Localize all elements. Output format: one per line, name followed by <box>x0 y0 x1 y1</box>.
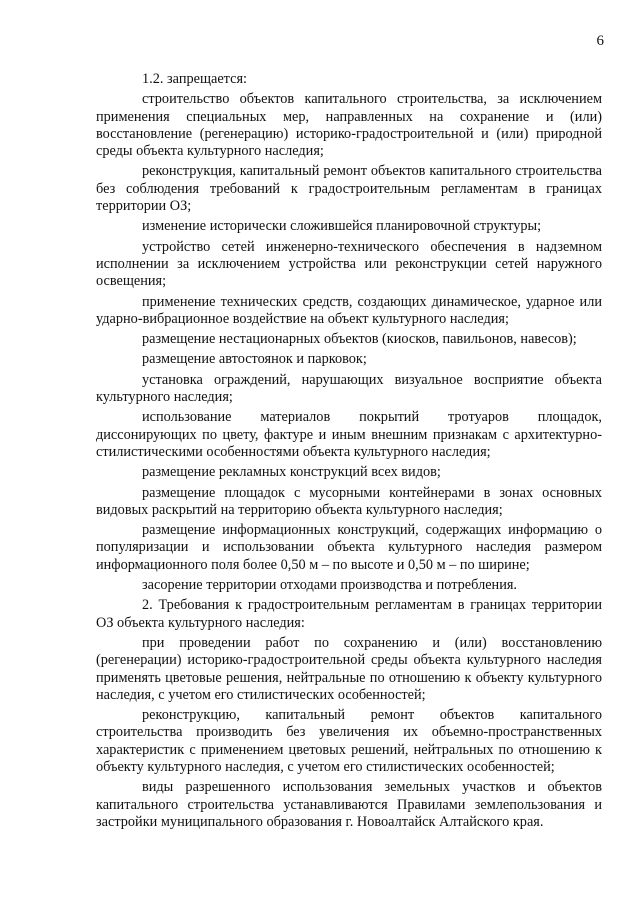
paragraph-parking: размещение автостоянок и парковок; <box>142 351 367 368</box>
paragraph-fences: установка ограждений, нарушающих визуальное восприятие объекта культурного наследия; <box>96 371 602 406</box>
paragraph-technical-means: применение технических средств, создающих динамическое, ударное или ударно-вибрационное воздействие на объект культурного наследия; <box>96 293 602 327</box>
paragraph-color-solutions: при проведении работ по сохранению и (или) восстановлению (регенерации) историко-градостроительной среды объекта культурного наследия применять цветовые решения, нейтральные по отношению к объекту культурного наследия, с учетом его стилистических особенностей; <box>96 634 602 703</box>
paragraph-permitted-use: виды разрешенного использования земельных участков и объектов капитального строительства устанавливаются Правилами землепользования и застройки муниципального образования г. Новоалтайск Алтайского края. <box>96 779 602 830</box>
page-number: 6 <box>596 33 604 49</box>
paragraph-information-structures: размещение информационных конструкций, содержащих информацию о популяризации и использовании объекта культурного наследия размером информационного поля более 0,50 м – по высоте и 0,50 м – по ширине; <box>96 522 602 573</box>
paragraph-paving-materials: использование материалов покрытий тротуаров площадок, диссонирующих по цвету, фактуре и иным внешним признакам с архитектурно-стилистическими особенностями объекта культурного наследия; <box>96 409 602 460</box>
paragraph-advertising: размещение рекламных конструкций всех видов; <box>142 464 441 481</box>
document-body <box>96 71 602 834</box>
paragraph-engineering-networks: устройство сетей инженерно-технического обеспечения в надземном исполнении за исключением устройства или реконструкции сетей наружного освещения; <box>96 238 602 290</box>
paragraph-1-2-heading: 1.2. запрещается: <box>142 71 247 87</box>
paragraph-littering: засорение территории отходами производства и потребления. <box>142 577 518 594</box>
paragraph-planning-structure: изменение исторически сложившейся планировочной структуры; <box>142 218 542 235</box>
paragraph-waste-containers: размещение площадок с мусорными контейнерами в зонах основных видовых раскрытий на территорию объекта культурного наследия; <box>96 484 602 518</box>
paragraph-reconstruction: реконструкция, капитальный ремонт объектов капитального строительства без соблюдения требований к градостроительным регламентам в границах территории ОЗ; <box>96 163 602 215</box>
paragraph-reconstruction-requirements: реконструкцию, капитальный ремонт объектов капитального строительства производить без увеличения их объемно-пространственных характеристик с применением цветовых решений, нейтральных по отношению к объекту культурного наследия, с учетом его стилистических особенностей; <box>96 707 602 775</box>
paragraph-construction: строительство объектов капитального строительства, за исключением применения специальных мер, направленных на сохранение и (или) восстановление (регенерацию) историко-градостроительной и (или) природной среды объекта культурного наследия; <box>96 91 602 160</box>
paragraph-section-2-heading: 2. Требования к градостроительным регламентам в границах территории ОЗ объекта культурного наследия: <box>96 597 602 631</box>
paragraph-non-stationary-objects: размещение нестационарных объектов (киосков, павильонов, навесов); <box>142 331 577 348</box>
